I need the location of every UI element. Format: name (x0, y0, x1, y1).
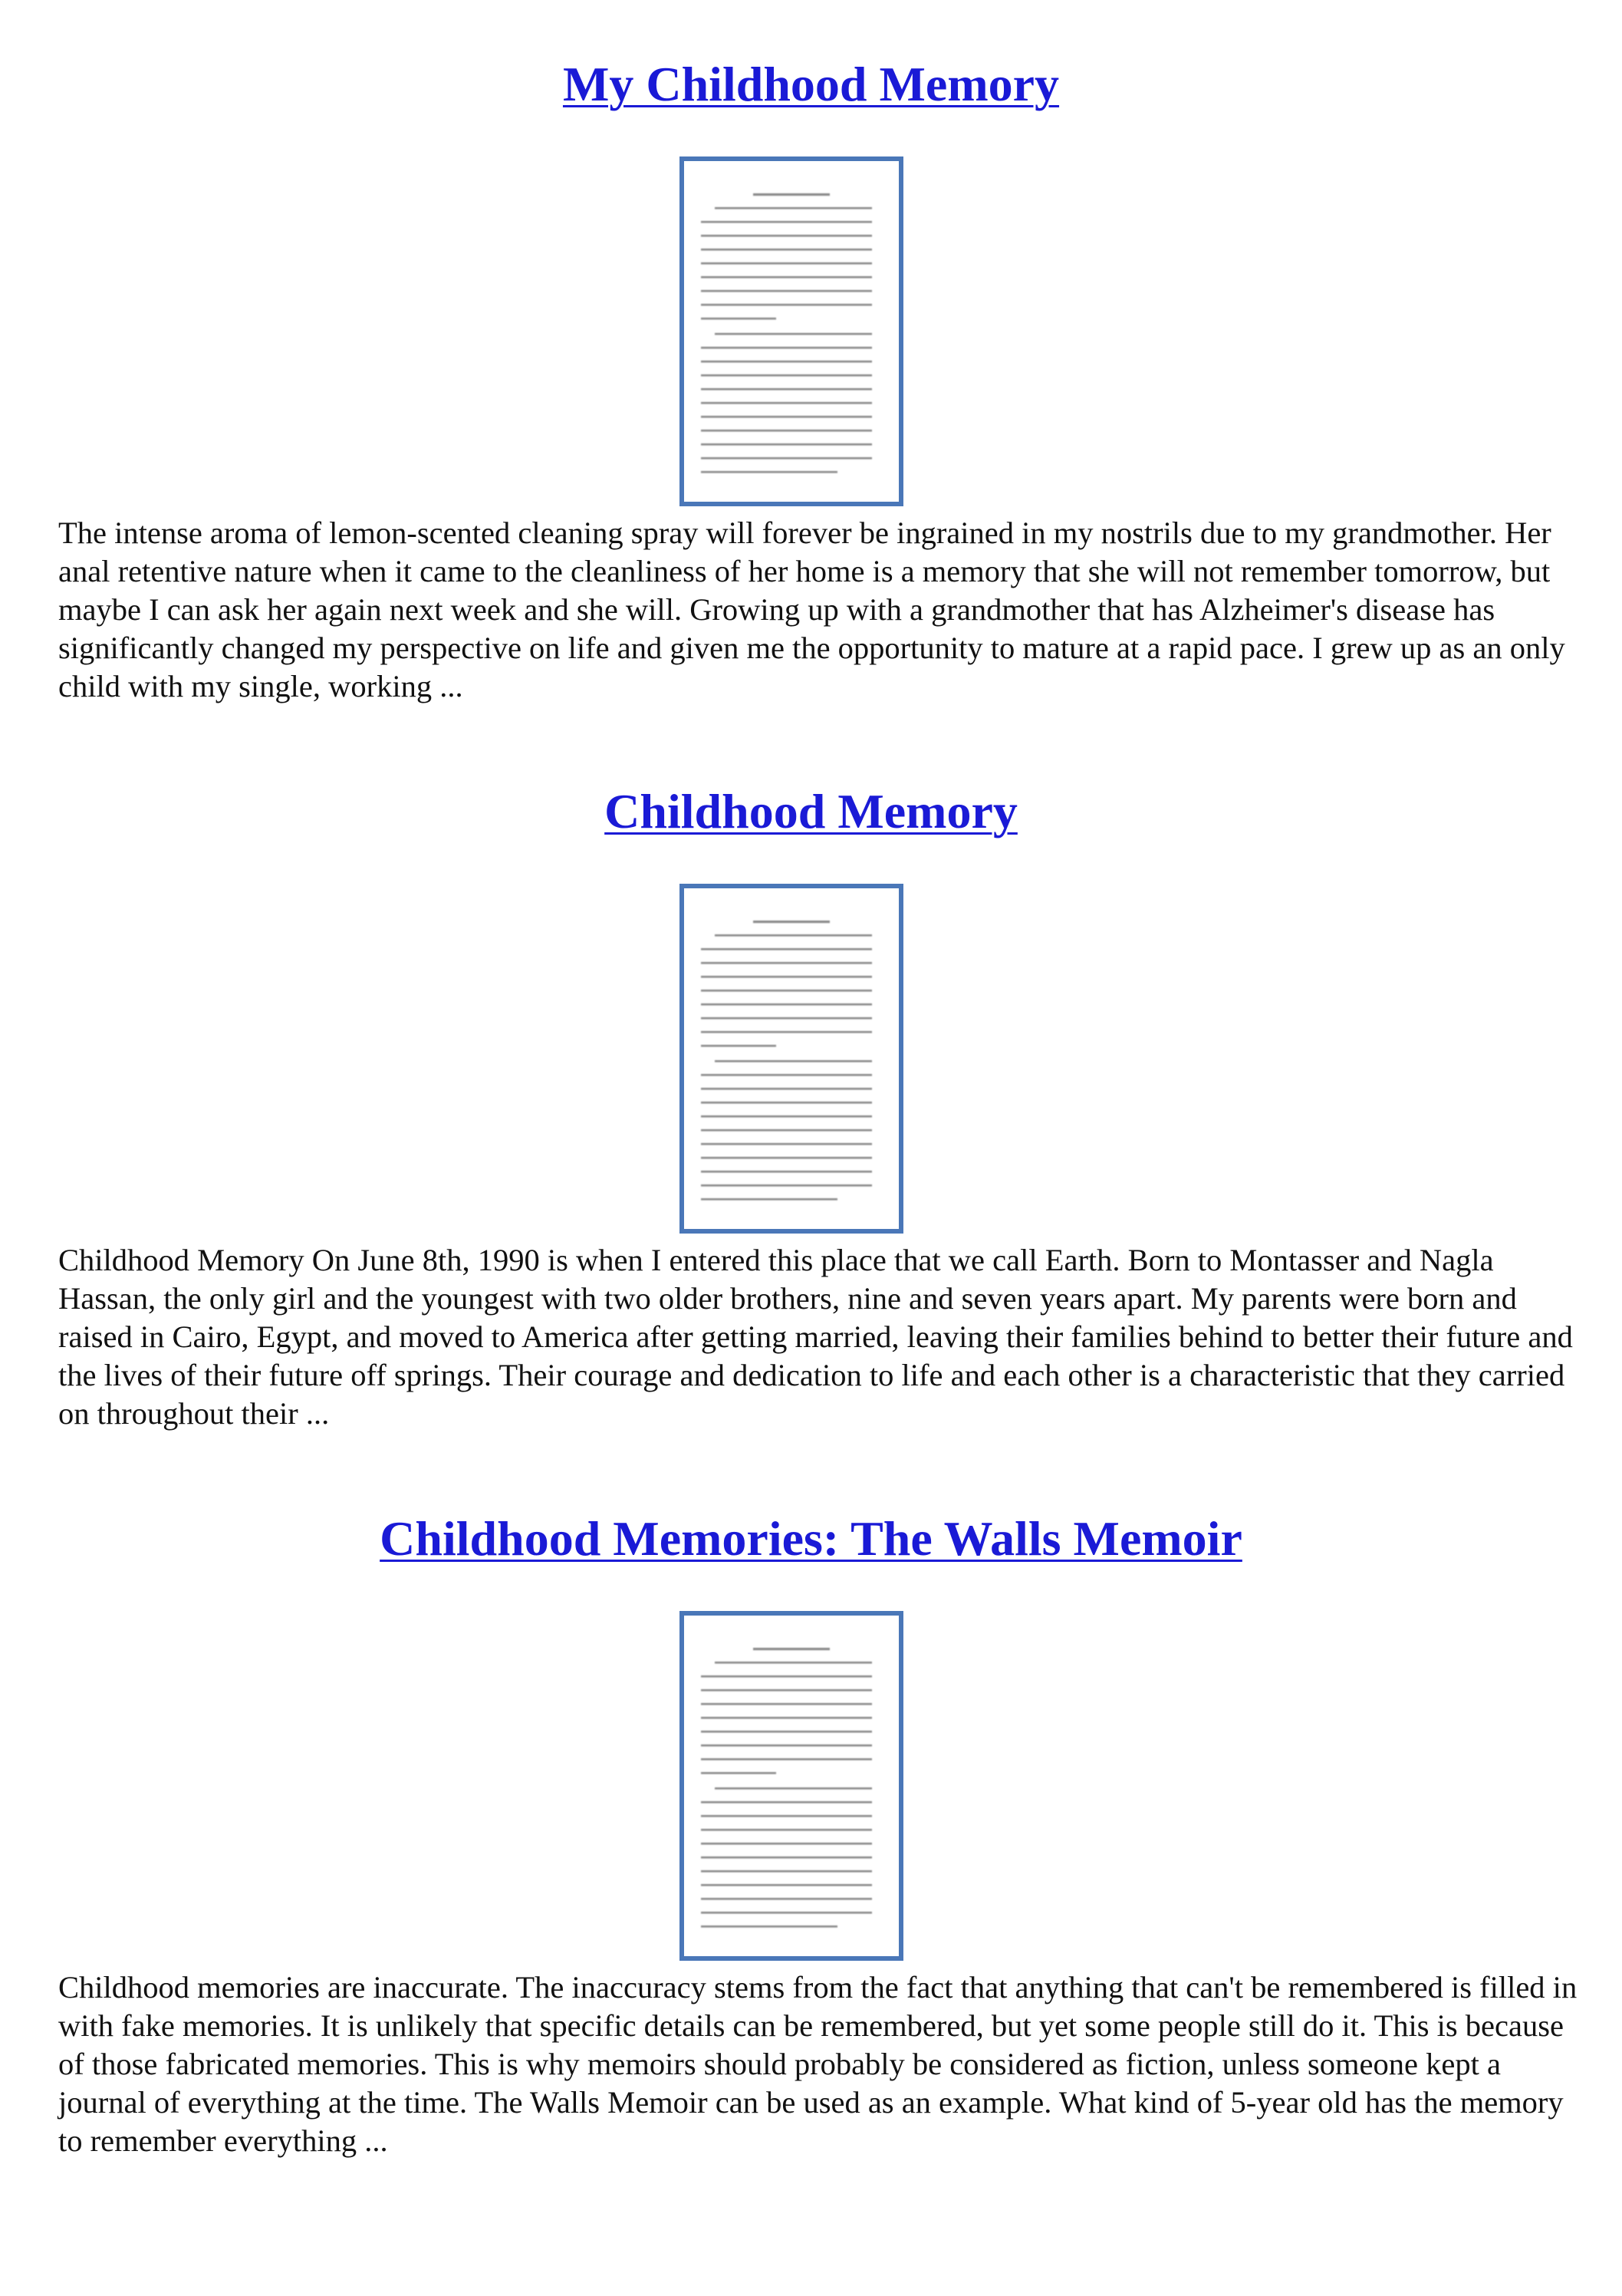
blurred-text-line (701, 249, 872, 251)
blurred-text-line (701, 1675, 872, 1678)
blurred-text-line (701, 430, 872, 432)
blurred-text-line (715, 1060, 872, 1062)
blurred-text-line (701, 221, 872, 223)
blurred-text-line (701, 1184, 872, 1187)
blurred-text-line (701, 1003, 872, 1006)
blurred-text-line (701, 347, 872, 349)
blurred-text-line (701, 976, 872, 978)
blurred-text-line (715, 207, 872, 209)
essay-entry (0, 781, 1622, 842)
blurred-text-line (701, 1898, 872, 1900)
essay-entry (0, 54, 1622, 115)
blurred-text-line (701, 1801, 872, 1804)
blurred-text-line (701, 374, 872, 377)
blurred-text-line (701, 304, 872, 306)
essay-title-link[interactable]: Childhood Memory (604, 784, 1018, 838)
blurred-text-line (701, 290, 872, 292)
blurred-text-line (701, 990, 872, 992)
essay-summary: Childhood Memory On June 8th, 1990 is when I entered this place that we call Earth. Born to Montasser and Nagla Hassan, the only girl and the youngest with two older brothers, nine and seven years apart. My parents were born and raised in Cairo, Egypt, and moved to America after getting married, leaving their families behind to better their future and the lives of their future off springs. Their courage and dedication to life and each other is a characteristic that they carried on throughout their ... (58, 1243, 1573, 1431)
essay-title-link[interactable]: Childhood Memories: The Walls Memoir (380, 1511, 1242, 1566)
blurred-text-line (753, 1648, 830, 1650)
blurred-text-line (701, 1157, 872, 1159)
blurred-text-line (715, 934, 872, 937)
blurred-text-line (701, 1717, 872, 1719)
blurred-text-line (701, 1689, 872, 1692)
blurred-text-line (701, 443, 872, 446)
blurred-text-line (701, 962, 872, 964)
blurred-text-line (715, 1787, 872, 1790)
essay-preview-thumbnail-icon[interactable] (679, 1611, 903, 1961)
blurred-text-line (701, 1198, 837, 1201)
blurred-text-line (701, 1017, 872, 1020)
blurred-text-line (701, 1703, 872, 1705)
blurred-text-line (701, 1088, 872, 1090)
blurred-text-line (701, 457, 872, 460)
blurred-text-line (701, 948, 872, 950)
essay-preview-thumbnail-icon[interactable] (679, 156, 903, 506)
blurred-text-line (701, 1102, 872, 1104)
blurred-text-line (753, 921, 830, 923)
blurred-text-lines (684, 888, 899, 1229)
essay-summary: Childhood memories are inaccurate. The inaccuracy stems from the fact that anything that can't be remembered is filled in with fake memories. It is unlikely that specific details can be remembered, but yet some people still do it. This is because of those fabricated memories. This is why memoirs should probably be considered as fiction, unless someone kept a journal of everything at the time. The Walls Memoir can be used as an example. What kind of 5-year old has the memory to remember everything ... (58, 1970, 1578, 2158)
blurred-text-line (701, 1815, 872, 1817)
blurred-text-line (715, 333, 872, 335)
essay-entry (0, 1508, 1622, 1570)
blurred-text-line (701, 235, 872, 237)
blurred-text-line (701, 1843, 872, 1845)
blurred-text-line (701, 1074, 872, 1076)
blurred-text-lines (684, 1616, 899, 1956)
blurred-text-line (701, 1031, 872, 1033)
blurred-text-line (701, 1925, 837, 1928)
blurred-text-line (701, 1129, 872, 1132)
blurred-text-line (753, 193, 830, 196)
blurred-text-line (715, 1662, 872, 1664)
blurred-text-lines (684, 161, 899, 502)
blurred-text-line (701, 1758, 872, 1761)
blurred-text-line (701, 1856, 872, 1859)
blurred-text-line (701, 1884, 872, 1886)
essay-preview-thumbnail-icon[interactable] (679, 884, 903, 1234)
blurred-text-line (701, 1772, 776, 1774)
blurred-text-line (701, 1143, 872, 1145)
blurred-text-line (701, 262, 872, 265)
blurred-text-line (701, 471, 837, 473)
blurred-text-line (701, 1171, 872, 1173)
blurred-text-line (701, 388, 872, 390)
blurred-text-line (701, 1870, 872, 1873)
blurred-text-line (701, 361, 872, 363)
blurred-text-line (701, 1912, 872, 1914)
essay-title-link[interactable]: My Childhood Memory (562, 57, 1060, 111)
blurred-text-line (701, 318, 776, 320)
blurred-text-line (701, 416, 872, 418)
blurred-text-line (701, 1829, 872, 1831)
blurred-text-line (701, 276, 872, 278)
blurred-text-line (701, 1045, 776, 1047)
blurred-text-line (701, 1731, 872, 1733)
blurred-text-line (701, 1115, 872, 1118)
blurred-text-line (701, 402, 872, 404)
blurred-text-line (701, 1744, 872, 1747)
essay-summary: The intense aroma of lemon-scented cleaning spray will forever be ingrained in my nostrils due to my grandmother. Her anal retentive nature when it came to the cleanliness of her home is a memory that she will not remember tomorrow, but maybe I can ask her again next week and she will. Growing up with a grandmother that has Alzheimer's disease has significantly changed my perspective on life and given me the opportunity to mature at a rapid pace. I grew up as an only child with my single, working ... (58, 516, 1565, 703)
